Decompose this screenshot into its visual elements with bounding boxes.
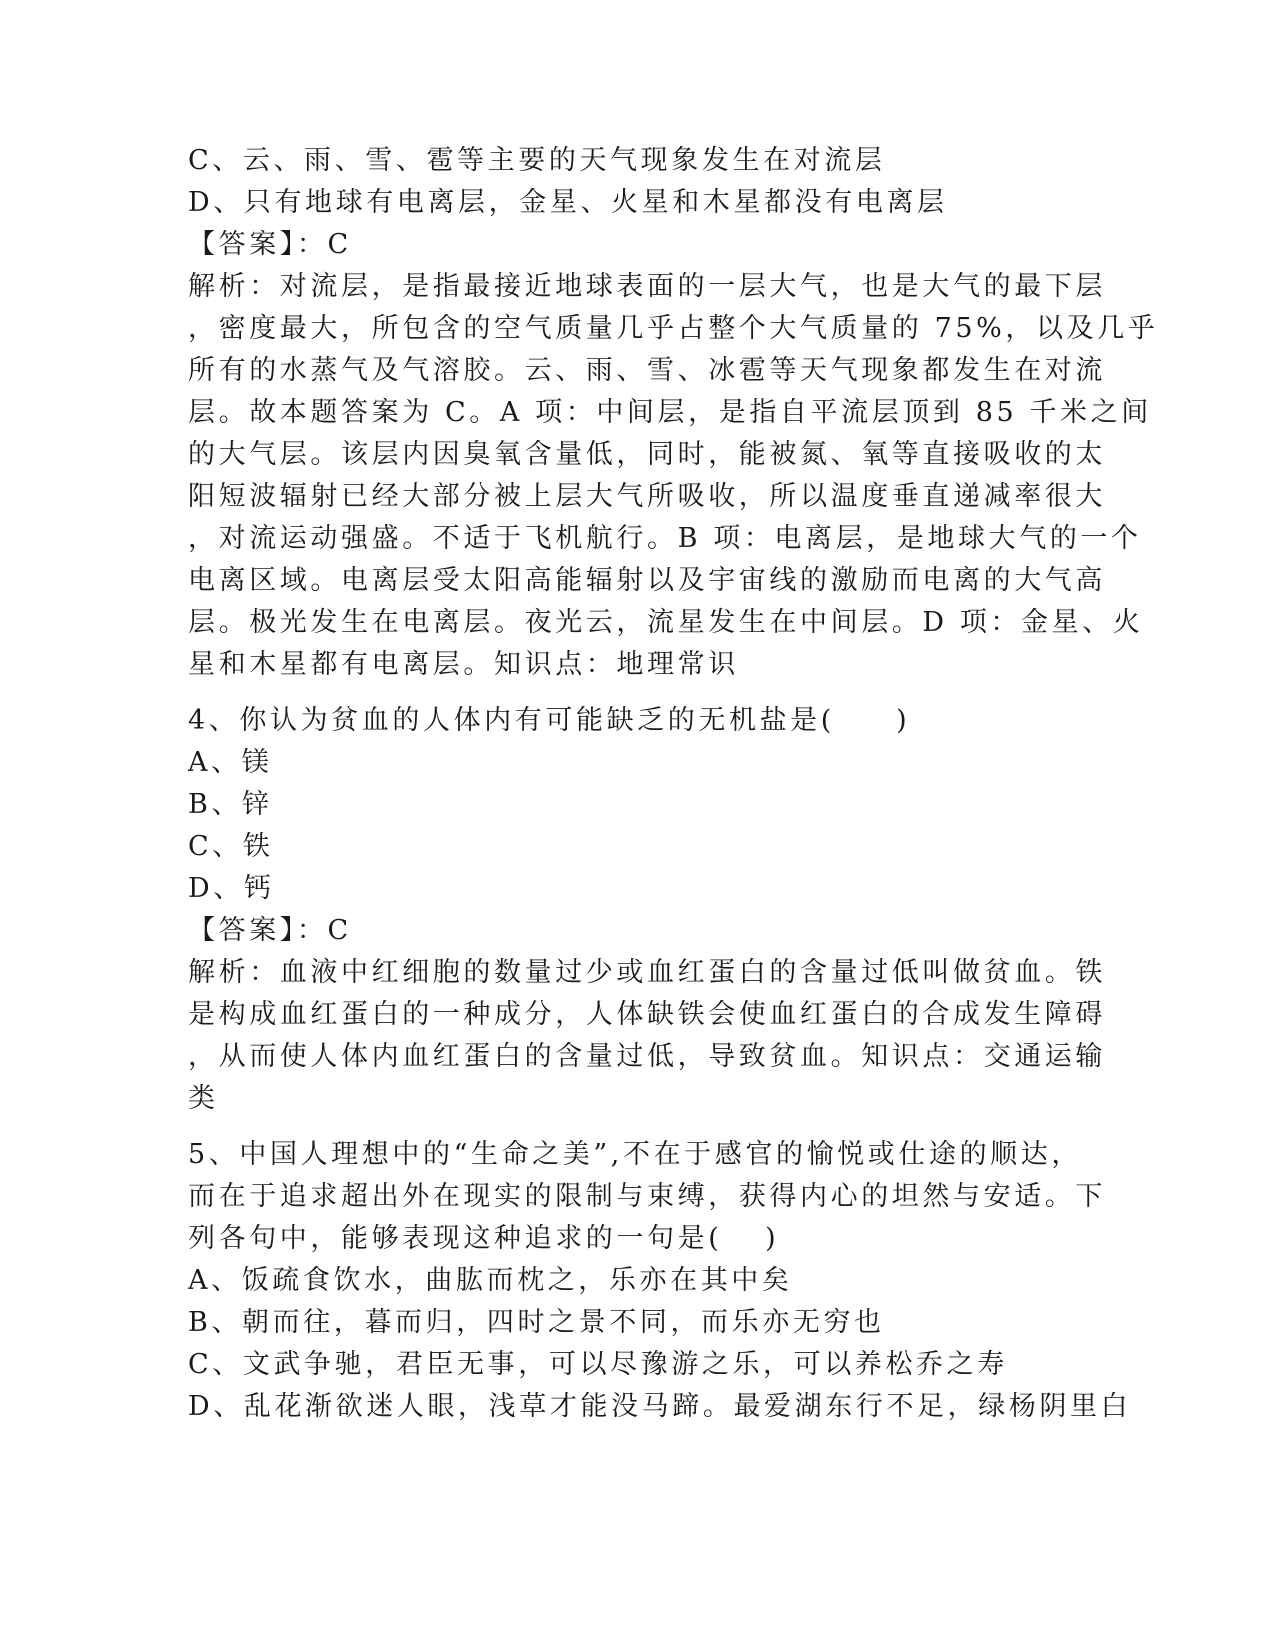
q5-option-d: D、乱花渐欲迷人眼，浅草才能没马蹄。最爱湖东行不足，绿杨阴里白 — [188, 1391, 1132, 1422]
q4-answer: 【答案】：C — [188, 915, 352, 946]
q4-analysis-line: ，从而使人体内血红蛋白的含量过低，导致贫血。知识点：交通运输 — [188, 1041, 1106, 1072]
q4-analysis-line: 是构成血红蛋白的一种成分，人体缺铁会使血红蛋白的合成发生障碍 — [188, 999, 1106, 1030]
q4-analysis-line: 类 — [188, 1083, 219, 1114]
q4-option-c: C、铁 — [188, 831, 274, 862]
q4-analysis-line: 解析：血液中红细胞的数量过少或血红蛋白的含量过低叫做贫血。铁 — [188, 957, 1106, 988]
q5-question-line: 而在于追求超出外在现实的限制与束缚，获得内心的坦然与安适。下 — [188, 1181, 1106, 1212]
q3-analysis-line: 层。极光发生在电离层。夜光云，流星发生在中间层。D 项：金星、火 — [188, 607, 1144, 638]
q4-question: 4、你认为贫血的人体内有可能缺乏的无机盐是( ) — [188, 705, 911, 736]
q3-analysis-line: 解析：对流层，是指最接近地球表面的一层大气，也是大气的最下层 — [188, 271, 1106, 302]
q3-answer: 【答案】：C — [188, 229, 352, 260]
q5-question-line: 5、中国人理想中的“生命之美”,不在于感官的愉悦或仕途的顺达， — [188, 1139, 1082, 1170]
q3-option-d: D、只有地球有电离层，金星、火星和木星都没有电离层 — [188, 187, 948, 218]
q5-question-line: 列各句中，能够表现这种追求的一句是( ) — [188, 1223, 780, 1254]
q3-analysis-line: 的大气层。该层内因臭氧含量低，同时，能被氮、氧等直接吸收的太 — [188, 439, 1106, 470]
q3-analysis-line: 所有的水蒸气及气溶胶。云、雨、雪、冰雹等天气现象都发生在对流 — [188, 355, 1106, 386]
q3-analysis-line: 阳短波辐射已经大部分被上层大气所吸收，所以温度垂直递减率很大 — [188, 481, 1106, 512]
q5-option-c: C、文武争驰，君臣无事，可以尽豫游之乐，可以养松乔之寿 — [188, 1349, 1008, 1380]
q4-option-d: D、钙 — [188, 873, 275, 904]
q5-option-a: A、饭疏食饮水，曲肱而枕之，乐亦在其中矣 — [188, 1265, 793, 1296]
q5-option-b: B、朝而往，暮而归，四时之景不同，而乐亦无穷也 — [188, 1307, 885, 1338]
q4-option-b: B、锌 — [188, 789, 273, 820]
q3-analysis-line: ，对流运动强盛。不适于飞机航行。B 项：电离层，是地球大气的一个 — [188, 523, 1142, 554]
q3-option-c: C、云、雨、雪、雹等主要的天气现象发生在对流层 — [188, 145, 886, 176]
q3-analysis-line: ，密度最大，所包含的空气质量几乎占整个大气质量的 75%，以及几乎 — [188, 313, 1159, 344]
q4-option-a: A、镁 — [188, 747, 273, 778]
q3-analysis-line: 星和木星都有电离层。知识点：地理常识 — [188, 649, 739, 680]
q3-analysis-line: 电离区域。电离层受太阳高能辐射以及宇宙线的激励而电离的大气高 — [188, 565, 1106, 596]
q3-analysis-line: 层。故本题答案为 C。A 项：中间层，是指自平流层顶到 85 千米之间 — [188, 397, 1152, 428]
